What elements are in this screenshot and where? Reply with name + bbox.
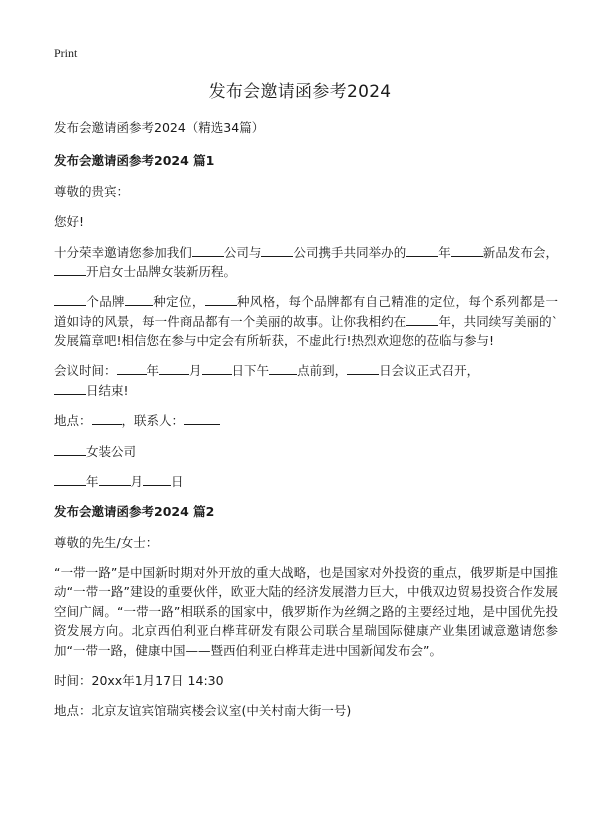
document-title: 发布会邀请函参考2024 (208, 82, 392, 102)
section1-company (54, 442, 558, 461)
section1-salutation: 尊敬的贵宾： (54, 183, 130, 199)
date-month: 月 (130, 473, 144, 489)
blank-field (406, 314, 438, 326)
p2-text-b: 种定位， (152, 294, 205, 310)
meeting-text-f: 日会议正式召开， (379, 363, 480, 379)
blank-field (205, 294, 237, 306)
blank-field (192, 245, 224, 257)
blank-field (54, 264, 86, 276)
section1-heading: 发布会邀请函参考2024 篇1 (54, 153, 215, 169)
blank-field (143, 474, 171, 486)
section1-paragraph-1 (54, 243, 558, 282)
place-text-a: 地点： (54, 413, 92, 429)
blank-field (99, 474, 131, 486)
section1-place-contact (54, 411, 558, 430)
section2-body: “一带一路”是中国新时期对外开放的重大战略，也是国家对外投资的重点，俄罗斯是中国推动“一带一路”建设的重要伙伴，欧亚大陆的经济发展潜力巨大，中俄双边贸易投资合作发展空间广阔。“一带一路”相联系的国家中，俄罗斯作为丝绸之路的主要经过地，是中国优先投资发展方向。北京西伯利亚白桦茸研发有限公司联合星瑞国际健康产业集团诚意邀请您参加“一带一路，健康中国——暨西伯利亚白桦茸走进中国新闻发布会”。 (54, 565, 558, 658)
section1-greeting: 您好! (54, 214, 85, 230)
blank-field (406, 245, 438, 257)
section1-meeting-time (54, 361, 558, 400)
blank-field (261, 245, 293, 257)
meeting-text-a: 会议时间： (54, 363, 117, 379)
p2-text-d: 年，共同续写美丽的`发展篇章吧!相信您在参与中定会有所斩获，不虚此行!热烈欢迎您的莅临与参与! (54, 313, 558, 348)
place-text-b: ，联系人： (121, 413, 185, 429)
blank-field (159, 363, 189, 375)
date-year: 年 (86, 473, 99, 489)
p2-text-c: 种风格，每个品牌都有自己精准的定位，每个系列都是一道如诗的风景，每一件商品都有一个美丽的故事。让你我相约在 (54, 294, 558, 329)
meeting-text-e: 点前到， (297, 363, 348, 379)
p1-text-d: 年 (438, 244, 451, 260)
meeting-text-b: 年 (146, 363, 160, 379)
p1-text-f: 开启女士品牌女装新历程。 (86, 263, 237, 279)
document-subtitle: 发布会邀请函参考2024（精选34篇） (54, 120, 265, 135)
blank-field (451, 245, 483, 257)
section1-paragraph-2 (54, 292, 558, 350)
print-link[interactable]: Print (54, 46, 78, 60)
blank-field (54, 294, 86, 306)
blank-field (92, 413, 122, 425)
blank-field (184, 413, 220, 425)
p1-text-c: 公司携手共同举办的 (293, 244, 407, 260)
meeting-text-d: 日下午 (231, 363, 270, 379)
blank-field (117, 363, 147, 375)
company-name: 女装公司 (86, 443, 137, 459)
p1-text-e: 新品发布会， (482, 244, 558, 260)
blank-field (54, 383, 86, 395)
blank-field (54, 474, 86, 486)
meeting-text-c: 月 (189, 363, 202, 379)
document-body (54, 118, 558, 721)
blank-field (269, 363, 297, 375)
blank-field (125, 294, 153, 306)
section1-date (54, 472, 558, 491)
section2-heading: 发布会邀请函参考2024 篇2 (54, 504, 215, 520)
date-day: 日 (171, 473, 184, 489)
blank-field (54, 444, 86, 456)
p1-text-a: 十分荣幸邀请您参加我们 (54, 244, 192, 260)
section2-place: 地点：北京友谊宾馆瑞宾楼会议室(中关村南大街一号) (54, 703, 352, 719)
p1-text-b: 公司与 (223, 244, 262, 260)
p2-text-a: 个品牌 (86, 294, 125, 310)
blank-field (202, 363, 232, 375)
section2-salutation: 尊敬的先生/女士： (54, 534, 159, 550)
meeting-text-g: 日结束! (86, 382, 129, 398)
section2-time: 时间：20xx年1月17日 14:30 (54, 672, 224, 688)
blank-field (347, 363, 379, 375)
